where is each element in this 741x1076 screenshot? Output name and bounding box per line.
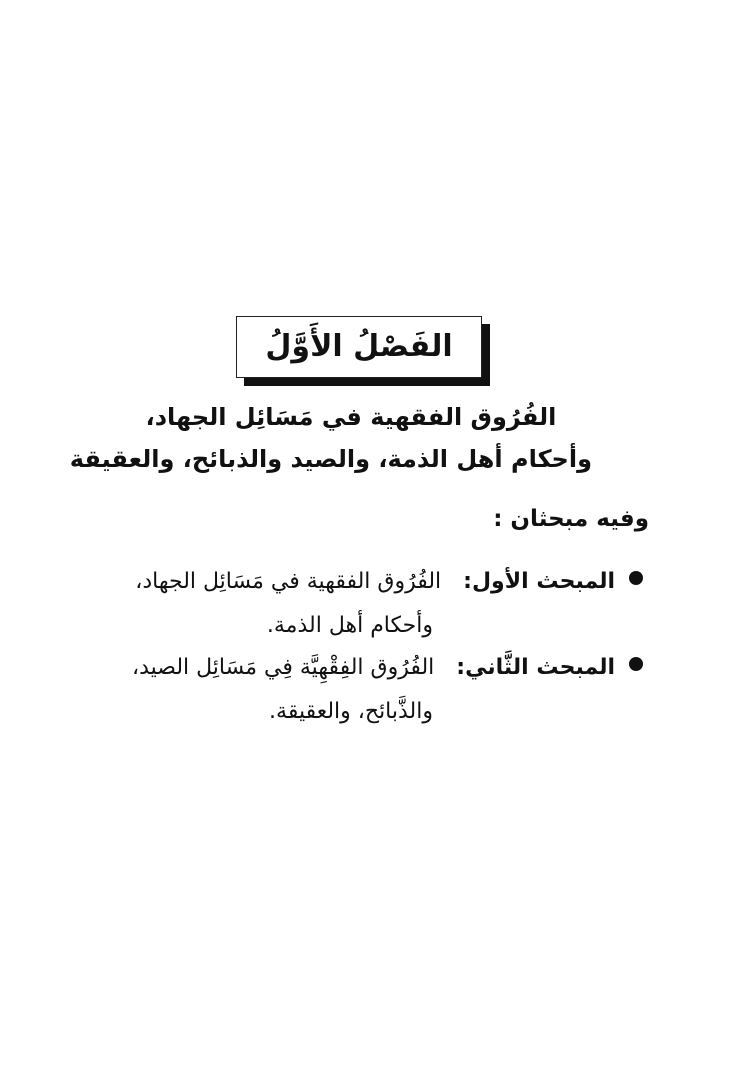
chapter-subject: [69, 396, 592, 480]
section-text: الفُرُوق الفِقْهِيَّة فِي مَسَائِل الصيد،: [131, 655, 435, 680]
chapter-subject-line-1: الفُرُوق الفقهية في مَسَائِل الجهاد،: [145, 403, 557, 431]
chapter-title: الفَصْلُ الأَوَّلُ: [265, 329, 453, 364]
section-label: المبحث الأول:: [463, 569, 615, 594]
chapter-title-frame: [236, 316, 482, 378]
sections-intro: وفيه مبحثان :: [493, 506, 649, 532]
section-item-first: [83, 560, 643, 648]
section-item-second: [83, 646, 643, 734]
section-label: المبحث الثَّاني:: [456, 655, 615, 680]
bullet-icon: [629, 657, 643, 671]
bullet-icon: [629, 571, 643, 585]
section-text-continuation: وأحكام أهل الذمة.: [266, 613, 433, 638]
chapter-subject-line-2: وأحكام أهل الذمة، والصيد والذبائح، والعقيقة: [69, 445, 592, 473]
section-text: الفُرُوق الفقهية في مَسَائِل الجهاد،: [135, 569, 442, 594]
chapter-title-box: [236, 316, 482, 378]
section-text-continuation: والذَّبائح، والعقيقة.: [269, 699, 433, 724]
